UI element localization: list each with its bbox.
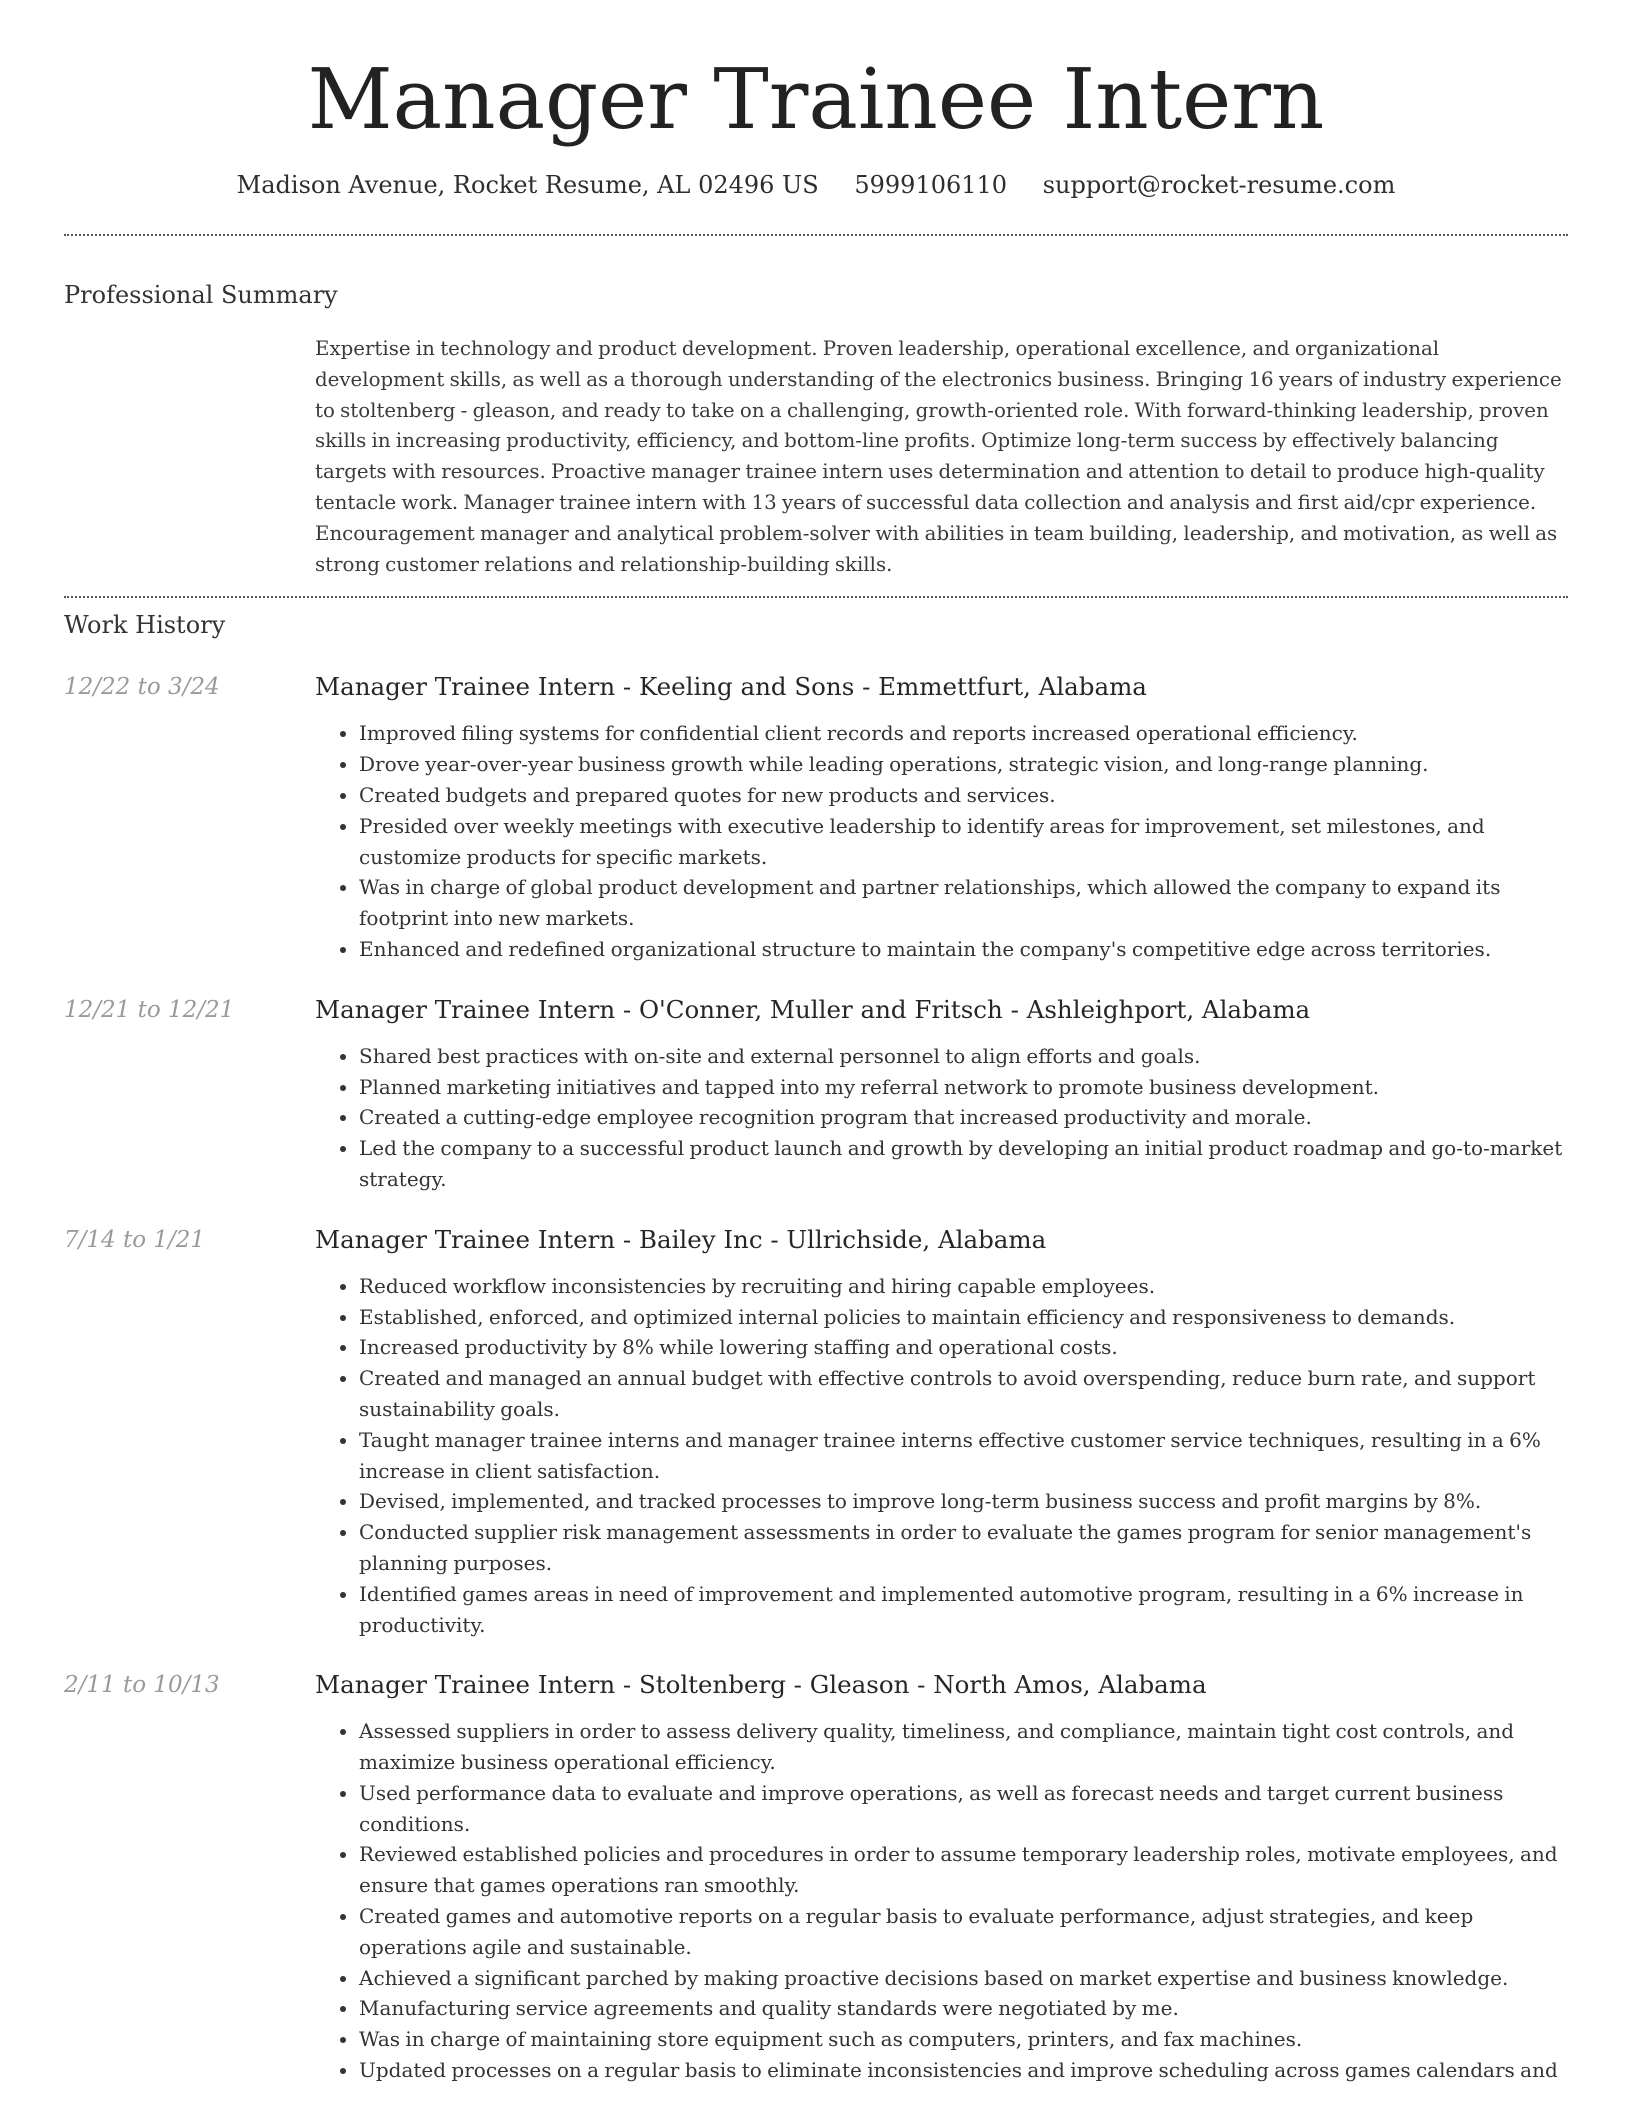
job-bullet: • Shared best practices with on-site and external personnel to align efforts and goals. <box>359 1041 1568 1072</box>
job-bullet: • Taught manager trainee interns and manager trainee interns effective customer service techniques, resulting in a 6% increase in client satisfaction. <box>359 1425 1568 1487</box>
job-heading: Manager Trainee Intern - Keeling and Sons - Emmettfurt, Alabama <box>315 672 1147 702</box>
job-bullet: • Created a cutting-edge employee recognition program that increased productivity and morale. <box>359 1102 1568 1133</box>
address: Madison Avenue, Rocket Resume, AL 02496 US <box>236 171 819 199</box>
job-heading: Manager Trainee Intern - Bailey Inc - Ullrichside, Alabama <box>315 1224 1047 1254</box>
job-bullet: • Was in charge of maintaining store equipment such as computers, printers, and fax machines. <box>359 2024 1568 2055</box>
job-dates: 2/11 to 10/13 <box>64 1672 220 1699</box>
job-heading: Manager Trainee Intern - O'Conner, Muller and Fritsch - Ashleighport, Alabama <box>315 994 1311 1024</box>
job-bullet: • Planned marketing initiatives and tapped into my referral network to promote business development. <box>359 1072 1568 1103</box>
job-bullet: • Conducted supplier risk management assessments in order to evaluate the games program for senior management's planning purposes. <box>359 1517 1568 1579</box>
job-bullet: • Increased productivity by 8% while lowering staffing and operational costs. <box>359 1332 1568 1363</box>
jobs-list <box>64 672 1568 2085</box>
job-entry <box>64 995 1568 1195</box>
job-bullet-list <box>315 1041 1568 1195</box>
candidate-name: Manager Trainee Intern <box>307 51 1325 148</box>
job-bullet: • Achieved a significant parched by making proactive decisions based on market expertise and business knowledge. <box>359 1963 1568 1994</box>
divider <box>64 596 1568 598</box>
job-bullet: • Assessed suppliers in order to assess delivery quality, timeliness, and compliance, maintain tight cost controls, and maximize business operational efficiency. <box>359 1716 1568 1778</box>
job-bullet-list <box>315 1716 1568 2086</box>
job-bullet: • Reduced workflow inconsistencies by recruiting and hiring capable employees. <box>359 1271 1568 1302</box>
job-bullet: • Enhanced and redefined organizational structure to maintain the company's competitive edge across territories. <box>359 934 1568 965</box>
summary-text: Expertise in technology and product development. Proven leadership, operational excellence, and organizational development skills, as well as a thorough understanding of the electronics business. Bringing 16 years of industry experience to stoltenberg - gleason, and ready to take on a challenging, growth-oriented role. With forward-thinking leadership, proven skills in increasing productivity, efficiency, and bottom-line profits. Optimize long-term success by effectively balancing targets with resources. Proactive manager trainee intern uses determination and attention to detail to produce high-quality tentacle work. Manager trainee intern with 13 years of successful data collection and analysis and first aid/cpr experience. Encouragement manager and analytical problem-solver with abilities in team building, leadership, and motivation, as well as strong customer relations and relationship-building skills. <box>315 337 1562 576</box>
contact-line <box>64 170 1568 200</box>
job-bullet: • Led the company to a successful product launch and growth by developing an initial product roadmap and go-to-market strategy. <box>359 1133 1568 1195</box>
job-bullet: • Presided over weekly meetings with executive leadership to identify areas for improvement, set milestones, and customize products for specific markets. <box>359 811 1568 873</box>
job-dates: 12/21 to 12/21 <box>64 996 235 1023</box>
job-bullet: • Created budgets and prepared quotes for new products and services. <box>359 780 1568 811</box>
job-entry <box>64 1225 1568 1641</box>
job-bullet: • Reviewed established policies and procedures in order to assume temporary leadership roles, motivate employees, and ensure that games operations ran smoothly. <box>359 1839 1568 1901</box>
phone: 5999106110 <box>854 171 1008 199</box>
job-dates: 12/22 to 3/24 <box>64 674 220 701</box>
job-bullet: • Created games and automotive reports on a regular basis to evaluate performance, adjust strategies, and keep operations agile and sustainable. <box>359 1901 1568 1963</box>
job-bullet-list <box>315 718 1568 964</box>
job-bullet: • Created and managed an annual budget with effective controls to avoid overspending, reduce burn rate, and support sustainability goals. <box>359 1363 1568 1425</box>
work-history-heading: Work History <box>64 611 226 640</box>
job-bullet: • Identified games areas in need of improvement and implemented automotive program, resulting in a 6% increase in productivity. <box>359 1579 1568 1641</box>
job-bullet: • Was in charge of global product development and partner relationships, which allowed the company to expand its footprint into new markets. <box>359 872 1568 934</box>
divider <box>64 234 1568 236</box>
job-bullet: • Established, enforced, and optimized internal policies to maintain efficiency and responsiveness to demands. <box>359 1302 1568 1333</box>
job-bullet: • Devised, implemented, and tracked processes to improve long-term business success and profit margins by 8%. <box>359 1486 1568 1517</box>
job-dates: 7/14 to 1/21 <box>64 1226 206 1253</box>
job-bullet: • Drove year-over-year business growth while leading operations, strategic vision, and long-range planning. <box>359 749 1568 780</box>
job-heading: Manager Trainee Intern - Stoltenberg - Gleason - North Amos, Alabama <box>315 1670 1207 1700</box>
email: support@rocket-resume.com <box>1042 171 1396 199</box>
summary-heading: Professional Summary <box>64 281 338 309</box>
job-entry <box>64 1670 1568 2086</box>
job-bullet-list <box>315 1271 1568 1641</box>
job-bullet: • Manufacturing service agreements and quality standards were negotiated by me. <box>359 1993 1568 2024</box>
resume-page <box>64 0 1568 2086</box>
job-bullet: • Used performance data to evaluate and improve operations, as well as forecast needs and target current business conditions. <box>359 1778 1568 1840</box>
job-bullet: • Updated processes on a regular basis to eliminate inconsistencies and improve scheduling across games calendars and <box>359 2055 1568 2086</box>
job-entry <box>64 672 1568 964</box>
job-bullet: • Improved filing systems for confidential client records and reports increased operational efficiency. <box>359 718 1568 749</box>
